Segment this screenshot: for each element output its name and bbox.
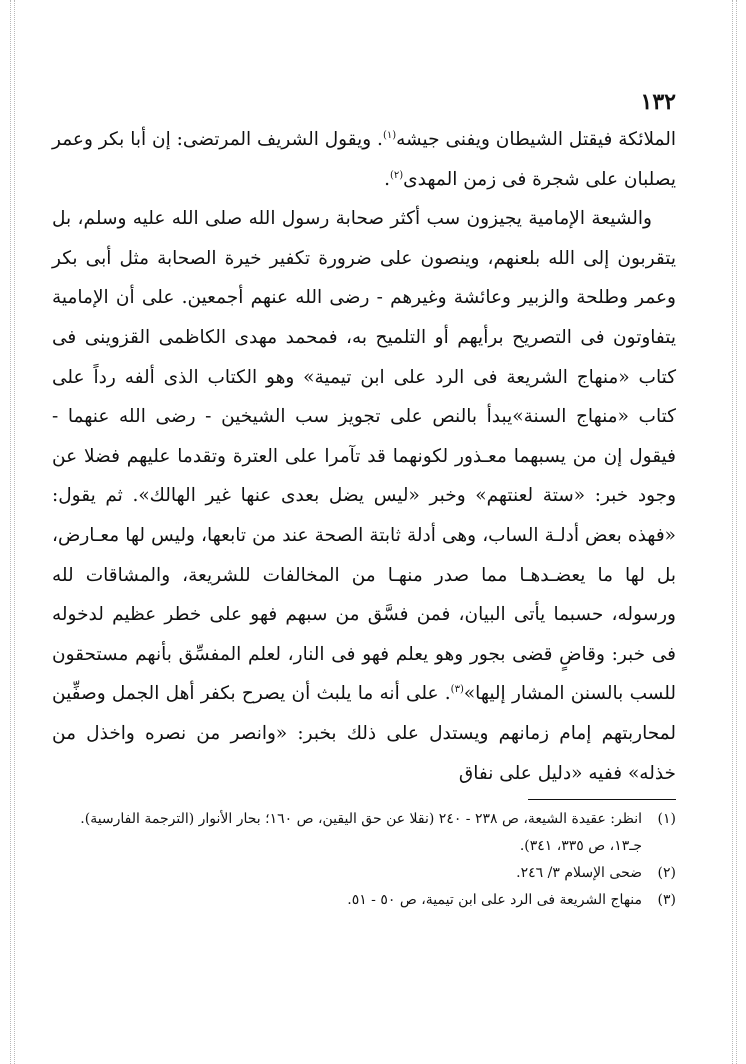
page-number: ١٣٢ <box>640 89 676 115</box>
footnote-number: (١) <box>657 811 676 828</box>
text-run: . على أنه ما يلبث أن يصرح بكفر أهل الجمل وصفِّين لمحاربتهم إمام زمانهم ويستدل على ذلك بخبر: «وانصر من نصره واخذل من خذله» ففيه «دليل على نفاق <box>52 683 676 784</box>
paragraph <box>52 120 676 199</box>
text-run: الملائكة فيقتل الشيطان ويفنى جيشه <box>396 129 676 150</box>
right-margin-guide <box>732 0 733 1064</box>
footnote-text: انظر: عقيدة الشيعة، ص ٢٣٨ - ٢٤٠ (نقلا عن حق اليقين، ص ١٦٠؛ بحار الأنوار (الترجمة الفارسية). جـ١٣، ص ٣٣٥، ٣٤١). <box>80 811 642 855</box>
footnote-text: منهاج الشريعة فى الرد على ابن تيمية، ص ٥٠ - ٥١. <box>347 892 642 909</box>
book-page <box>52 84 676 914</box>
footnote-reference: (١) <box>382 129 397 141</box>
text-run: . ويقول الشريف المرتضى: إن أبا بكر وعمر يصلبان على شجرة فى زمن المهدى <box>52 129 676 190</box>
text-run: والشيعة الإمامية يجيزون سب أكثر صحابة رسول الله صلى الله عليه وسلم، بل يتقربون إلى الله بلعنهم، وينصون على ضرورة تكفير خيرة الصحابة مثل أبى بكر وعمر وطلحة والزبير وعائشة وغيرهم - رضى الله عنهم أجمعين. على أن الإمامية يتفاوتون فى التصريح برأيهم أو التلميح به، فمحمد مهدى الكاظمى القزوينى فى كتاب «منهاج الشريعة فى الرد على ابن تيمية» وهو الكتاب الذى ألفه رداً على كتاب «منهاج السنة»يبدأ بالنص على تجويز سب الشيخين - رضى الله عنهما - فيقول إن من يسبهما معـذور لكونهما قد تآمرا على العترة وتقدما عليهم فضلا عن وجود خبر: «ستة لعنتهم» وخبر «ليس يضل بعدى عنها غير الهالك». ثم يقول: «فهذه بعض أدلـة الساب، وهى أدلة ثابتة الصحة عند من تابعها، وليس لها معـارض، بل لها ما يعضـدهـا مما صدر منهـا من المخالفات للشريعة، والمشاقات لله ورسوله، حسبما يأتى البيان، فمن فسَّق من سبهم فهو على خطر عظيم لدخوله فى خبر: وقاضٍ قضى بجور وهو يعلم فهو فى النار، لعلم المفسِّق بأنهم مستحقون للسب بالسنن المشار إليها» <box>52 208 676 705</box>
footnote-separator <box>528 799 676 800</box>
footnote-number: (٢) <box>657 865 676 882</box>
footnote-reference: (٣) <box>450 684 464 696</box>
left-margin-guide <box>10 0 11 1064</box>
footnote-reference: (٢) <box>389 169 404 181</box>
footnote <box>52 806 676 860</box>
footnotes <box>52 806 676 914</box>
text-run: . <box>384 168 390 190</box>
paragraph <box>52 199 676 793</box>
footnote <box>52 887 676 914</box>
footnote-number: (٣) <box>657 892 676 909</box>
left-margin-guide <box>14 0 15 1064</box>
body-text <box>52 120 676 793</box>
footnote <box>52 860 676 887</box>
footnote-text: ضحى الإسلام ٣/ ٢٤٦. <box>516 865 642 882</box>
right-margin-guide <box>736 0 737 1064</box>
